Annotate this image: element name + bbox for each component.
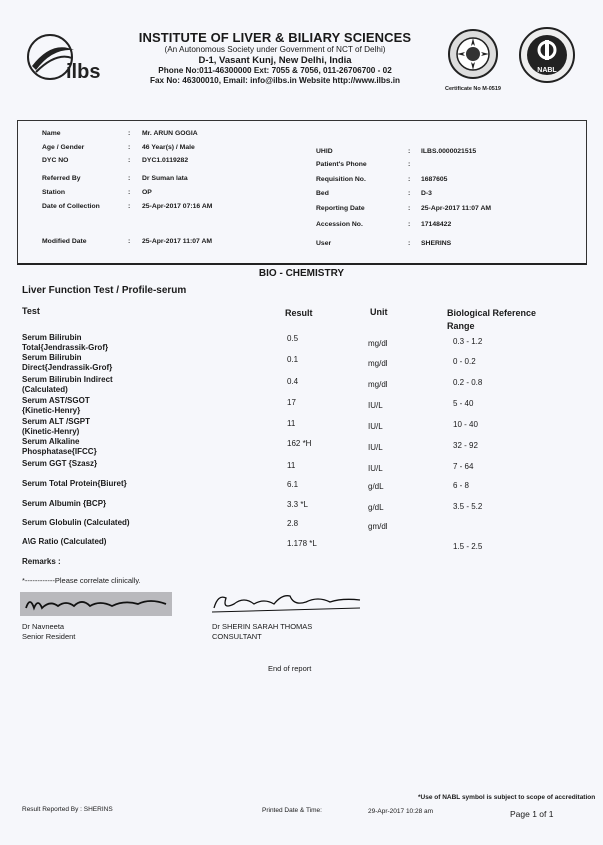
test-name: Serum Total Protein{Biuret}	[22, 479, 127, 488]
result-value: 1.178 *L	[287, 539, 317, 548]
user-label: User	[316, 240, 332, 247]
phone-label: Patient's Phone	[316, 161, 367, 168]
test-method: Direct{Jendrassik-Grof}	[22, 363, 113, 372]
name-label: Name	[42, 130, 61, 137]
requisition-no: 1687605	[421, 176, 448, 183]
test-method: {Kinetic-Henry}	[22, 406, 81, 415]
accession-no: 17148422	[421, 221, 452, 228]
unit-value: IU/L	[368, 401, 383, 410]
result-value: 3.3 *L	[287, 500, 308, 509]
range-value: 0.3 - 1.2	[453, 337, 483, 346]
nabl-text: NABL	[537, 67, 557, 74]
result-value: 17	[287, 398, 296, 407]
referred-label: Referred By	[42, 175, 81, 182]
colon: :	[408, 205, 411, 212]
uhid-label: UHID	[316, 148, 333, 155]
institute-header	[120, 30, 430, 86]
test-name: Serum AST/SGOT	[22, 396, 90, 405]
printed-label: Printed Date & Time:	[262, 807, 322, 814]
signatory-1	[22, 622, 75, 642]
colon: :	[408, 221, 411, 228]
institute-phone: Phone No:011-46300000 Ext: 7055 & 7056, 011-26706700 - 02	[158, 66, 392, 75]
colon: :	[408, 190, 411, 197]
patient-info-box	[17, 120, 587, 265]
colon: :	[128, 175, 131, 182]
signatory-2-role: CONSULTANT	[212, 632, 262, 641]
col-unit: Unit	[370, 307, 388, 317]
table-row	[22, 437, 152, 457]
result-value: 0.1	[287, 355, 299, 364]
test-name: Serum Globulin (Calculated)	[22, 518, 130, 527]
test-name: Serum Alkaline	[22, 437, 80, 446]
signatory-2	[212, 622, 312, 642]
unit-value: IU/L	[368, 464, 383, 473]
table-row	[22, 499, 192, 509]
unit-value: gm/dl	[368, 522, 388, 531]
profile-title: Liver Function Test / Profile-serum	[22, 285, 187, 296]
unit-value: mg/dl	[368, 339, 388, 348]
signature-sherin-icon	[210, 588, 365, 616]
patient-age-gender: 46 Year(s) / Male	[142, 144, 195, 151]
unit-value: IU/L	[368, 422, 383, 431]
colon: :	[408, 148, 411, 155]
remarks-label: Remarks :	[22, 557, 61, 566]
bed-label: Bed	[316, 190, 329, 197]
modified-label: Modified Date	[42, 238, 87, 245]
table-row	[22, 518, 192, 528]
certificate-number: Certificate No M-0519	[445, 86, 501, 92]
colon: :	[128, 157, 131, 164]
range-value: 32 - 92	[453, 441, 478, 450]
accession-label: Accession No.	[316, 221, 363, 228]
uhid: ILBS.0000021515	[421, 148, 477, 155]
test-name: A\G Ratio (Calculated)	[22, 537, 107, 546]
colon: :	[128, 130, 131, 137]
signature-navneeta-icon	[20, 592, 172, 616]
institute-subtitle: (An Autonomous Society under Government of NCT of Delhi)	[164, 45, 386, 54]
page-number: Page 1 of 1	[510, 809, 554, 819]
result-value: 2.8	[287, 519, 299, 528]
end-of-report: End of report	[268, 664, 312, 673]
dyc-number: DYC1.0119282	[142, 157, 189, 164]
signatory-2-name: Dr SHERIN SARAH THOMAS	[212, 622, 313, 631]
colon: :	[408, 240, 411, 247]
colon: :	[128, 203, 131, 210]
unit-value: IU/L	[368, 443, 383, 452]
logo-text: ilbs	[66, 61, 101, 83]
institute-address: D-1, Vasant Kunj, New Delhi, India	[198, 55, 352, 66]
bed: D-3	[421, 190, 432, 197]
collection-label: Date of Collection	[42, 203, 100, 210]
station: OP	[142, 189, 152, 196]
reporting-date: 25-Apr-2017 11:07 AM	[421, 205, 492, 212]
result-value: 6.1	[287, 480, 299, 489]
range-value: 5 - 40	[453, 399, 474, 408]
nabl-note: *Use of NABL symbol is subject to scope of accreditation	[418, 794, 596, 801]
test-name: Serum Bilirubin Indirect	[22, 375, 113, 384]
range-value: 6 - 8	[453, 481, 470, 490]
dyc-label: DYC NO	[42, 157, 69, 164]
station-label: Station	[42, 189, 66, 196]
test-method: (Kinetic-Henry)	[22, 427, 80, 436]
institute-name: INSTITUTE OF LIVER & BILIARY SCIENCES	[138, 30, 412, 45]
result-value: 0.4	[287, 377, 299, 386]
test-method: Phosphatase{IFCC}	[22, 447, 97, 456]
signatory-1-role: Senior Resident	[22, 632, 76, 641]
age-label: Age / Gender	[42, 144, 85, 151]
col-result: Result	[285, 308, 313, 318]
ilbs-logo	[22, 30, 112, 85]
accreditation-seal-icon	[447, 28, 499, 80]
colon: :	[128, 144, 131, 151]
referred-by: Dr Suman lata	[142, 175, 188, 182]
table-row	[22, 396, 152, 416]
table-row	[22, 417, 152, 437]
colon: :	[128, 238, 131, 245]
unit-value: mg/dl	[368, 359, 388, 368]
result-value: 11	[287, 461, 296, 470]
clinical-note: *------------Please correlate clinically.	[22, 576, 141, 585]
range-value: 1.5 - 2.5	[453, 542, 483, 551]
range-value: 0.2 - 0.8	[453, 378, 483, 387]
col-range-2: Range	[447, 321, 475, 331]
table-row	[22, 333, 152, 353]
range-value: 3.5 - 5.2	[453, 502, 483, 511]
test-name: Serum Bilirubin	[22, 353, 82, 362]
table-row	[22, 353, 152, 373]
signatory-1-name: Dr Navneeta	[22, 622, 65, 631]
printed-datetime: 29-Apr-2017 10:28 am	[368, 808, 434, 815]
unit-value: g/dL	[368, 503, 384, 512]
patient-name: Mr. ARUN GOGIA	[142, 130, 198, 137]
table-row	[22, 479, 192, 489]
requisition-label: Requisition No.	[316, 176, 366, 183]
reported-by: Result Reported By : SHERINS	[22, 806, 113, 813]
unit-value: mg/dl	[368, 380, 388, 389]
collection-date: 25-Apr-2017 07:16 AM	[142, 203, 213, 210]
test-name: Serum Albumin {BCP}	[22, 499, 107, 508]
institute-fax: Fax No: 46300010, Email: info@ilbs.in Website http://www.ilbs.in	[149, 76, 401, 85]
result-value: 0.5	[287, 334, 299, 343]
range-value: 7 - 64	[453, 462, 474, 471]
test-name: Serum Bilirubin	[22, 333, 82, 342]
colon: :	[408, 176, 411, 183]
modified-date: 25-Apr-2017 11:07 AM	[142, 238, 213, 245]
range-value: 10 - 40	[453, 420, 478, 429]
table-row	[22, 459, 152, 469]
table-row	[22, 375, 152, 395]
colon: :	[128, 189, 131, 196]
col-test: Test	[22, 306, 40, 316]
result-value: 11	[287, 419, 296, 428]
user: SHERINS	[421, 240, 452, 247]
test-name: Serum GGT {Szasz}	[22, 459, 98, 468]
col-range: Biological Reference	[447, 308, 537, 318]
range-value: 0 - 0.2	[453, 357, 476, 366]
table-row	[22, 537, 192, 547]
nabl-seal-icon	[518, 26, 576, 88]
section-title: BIO - CHEMISTRY	[258, 268, 345, 279]
test-name: Serum ALT /SGPT	[22, 417, 91, 426]
unit-value: g/dL	[368, 482, 384, 491]
colon: :	[408, 161, 411, 168]
result-value: 162 *H	[287, 439, 312, 448]
test-method: Total{Jendrassik-Grof}	[22, 343, 109, 352]
reporting-label: Reporting Date	[316, 205, 365, 212]
test-method: (Calculated)	[22, 385, 68, 394]
